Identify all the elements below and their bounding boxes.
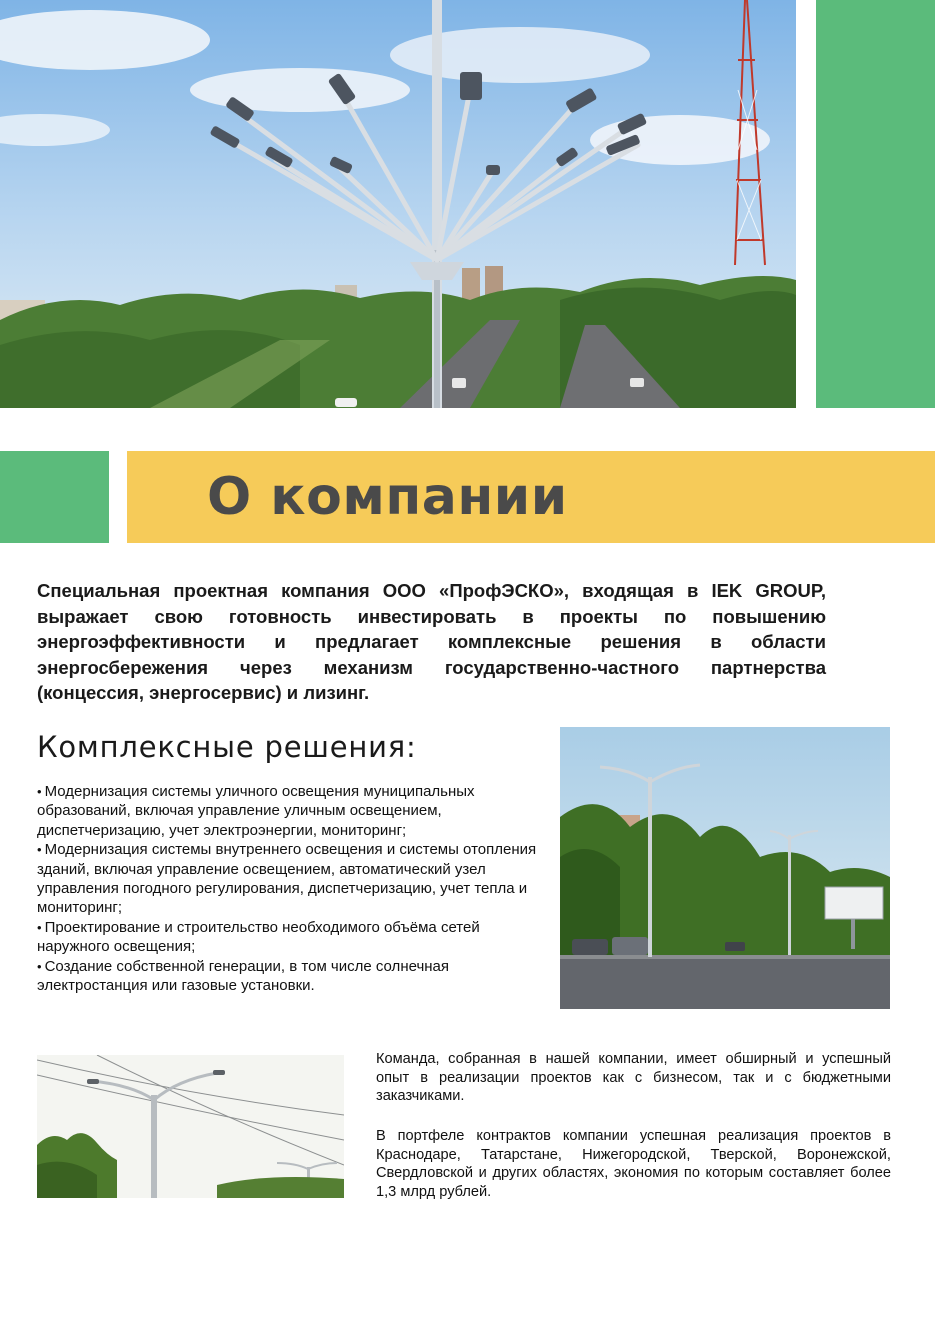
list-item-text: Модернизация системы уличного освещения муниципальных образований, включая управление уличным освещением, диспетчеризацию, учет электроэнергии, мониторинг; xyxy=(37,783,475,839)
list-item-text: Проектирование и строительство необходимого объёма сетей наружного освещения; xyxy=(37,918,480,956)
photo-street-billboard xyxy=(560,727,890,1009)
photo-lamp-posts xyxy=(37,1055,344,1198)
list-item xyxy=(37,957,537,996)
list-item xyxy=(37,918,537,957)
list-item-text: Модернизация системы внутреннего освещения и системы отопления зданий, включая управление освещением, автоматический узел управления погодного регулирования, диспетчеризацию, учет тепла и мониторинг; xyxy=(37,841,537,917)
list-item xyxy=(37,840,537,918)
bullet-icon: • xyxy=(37,919,42,935)
portfolio-paragraph: В портфеле контрактов компании успешная реализация проектов в Краснодаре, Татарстане, Нижегородской, Тверской, Воронежской, Свердловской и других областях, экономия по которым составляет более 1,3 млрд рублей. xyxy=(376,1128,891,1200)
accent-bar-green-left xyxy=(0,451,109,543)
solutions-heading: Комплексные решения: xyxy=(37,730,417,764)
team-paragraph: Команда, собранная в нашей компании, имеет обширный и успешный опыт в реализации проектов как с бизнесом, так и с бюджетными заказчиками. xyxy=(376,1051,891,1105)
bullet-icon: • xyxy=(37,784,42,799)
page-title: О компании xyxy=(207,467,568,527)
list-item xyxy=(37,782,537,840)
list-item-text: Создание собственной генерации, в том числе солнечная электростанция или газовые установки. xyxy=(37,957,450,995)
bullet-icon: • xyxy=(37,842,42,858)
accent-bar-green-right xyxy=(816,0,935,408)
intro-paragraph: Специальная проектная компания ООО «ПрофЭСКО», входящая в IEK GROUP, выражает свою готовность инвестировать в проекты по повышению энергоэффективности и предлагает комплексные решения в области энергосбережения через механизм государственно-частного партнерства (концессия, энергосервис) и лизинг. xyxy=(37,580,826,703)
bullet-icon: • xyxy=(37,958,42,974)
solutions-list xyxy=(37,782,537,995)
hero-photo-street-lights xyxy=(0,0,796,408)
